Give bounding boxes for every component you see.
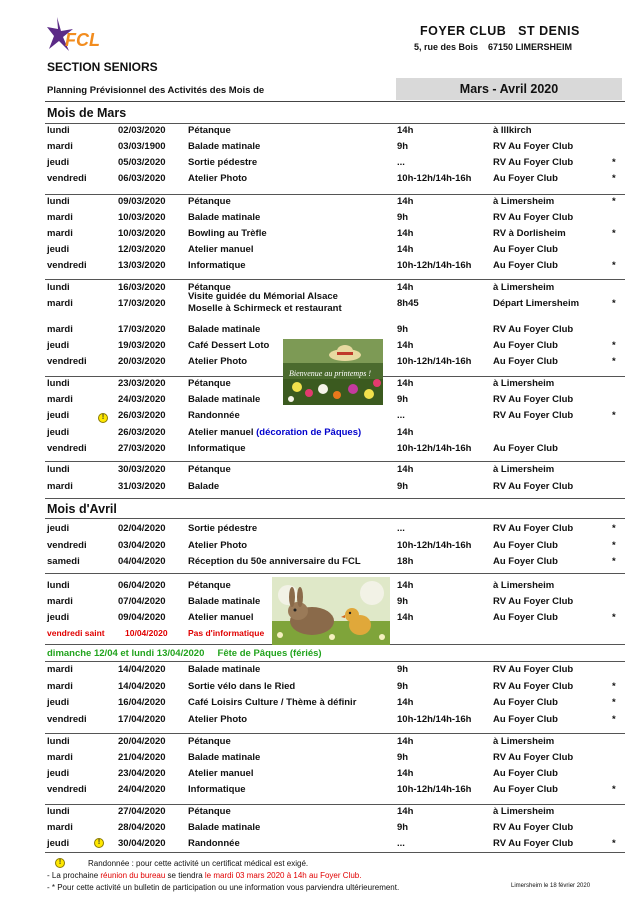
time-cell: 9h	[397, 664, 409, 675]
day-cell: samedi	[47, 556, 80, 567]
participation-mark: *	[612, 540, 616, 551]
date-cell: 03/04/2020	[118, 540, 166, 551]
table-row	[0, 157, 640, 173]
place-cell: Au Foyer Club	[493, 244, 558, 255]
participation-mark: *	[612, 410, 616, 421]
day-cell: jeudi	[47, 697, 70, 708]
activity-cell: Informatique	[188, 784, 246, 795]
activity-cell: Sortie vélo dans le Ried	[188, 681, 296, 692]
table-row	[0, 714, 640, 730]
date-cell: 16/04/2020	[118, 697, 166, 708]
date-cell: 06/04/2020	[118, 580, 166, 591]
section-title: SECTION SENIORS	[47, 60, 158, 74]
date-cell: 26/03/2020	[118, 410, 166, 421]
activity-cell: Atelier manuel	[188, 244, 254, 255]
place-cell: RV Au Foyer Club	[493, 822, 574, 833]
place-cell: RV Au Foyer Club	[493, 394, 574, 405]
time-cell: 9h	[397, 596, 409, 607]
participation-mark: *	[612, 173, 616, 184]
activity-line: Moselle à Schirmeck et restaurant	[188, 303, 342, 314]
time-cell: 14h	[397, 768, 414, 779]
participation-mark: *	[612, 681, 616, 692]
activity-cell: Balade	[188, 481, 220, 492]
time-cell: 14h	[397, 340, 414, 351]
activity-cell: Pas d'informatique	[188, 628, 265, 638]
table-row	[0, 540, 640, 556]
place-cell: Au Foyer Club	[493, 556, 558, 567]
activity-cell: Balade matinale	[188, 664, 261, 675]
date-cell: 03/03/1900	[118, 141, 166, 152]
activity-cell: Pétanque	[188, 196, 231, 207]
divider	[45, 852, 625, 853]
place-cell: Au Foyer Club	[493, 443, 558, 454]
time-cell: ...	[397, 838, 405, 849]
date-cell: 02/03/2020	[118, 125, 166, 136]
activity-cell: Balade matinale	[188, 141, 261, 152]
date-cell: 14/04/2020	[118, 664, 166, 675]
time-cell: 10h-12h/14h-16h	[397, 173, 472, 184]
time-cell: ...	[397, 523, 405, 534]
table-row	[0, 806, 640, 822]
date-cell: 20/04/2020	[118, 736, 166, 747]
table-row	[0, 481, 640, 497]
day-cell: lundi	[47, 806, 70, 817]
activity-detail: (décoration de Pâques)	[256, 427, 362, 438]
time-cell: 14h	[397, 580, 414, 591]
day-cell: mardi	[47, 481, 73, 492]
day-cell: mardi	[47, 752, 73, 763]
place-cell: RV Au Foyer Club	[493, 324, 574, 335]
participation-mark: *	[612, 612, 616, 623]
date-cell: 30/04/2020	[118, 838, 166, 849]
activity-cell: Bowling au Trèfle	[188, 228, 267, 239]
time-cell: 10h-12h/14h-16h	[397, 356, 472, 367]
activity-cell: Atelier Photo	[188, 356, 248, 367]
day-cell: jeudi	[47, 523, 70, 534]
place-cell: RV Au Foyer Club	[493, 523, 574, 534]
activity-cell: Informatique	[188, 260, 246, 271]
day-cell: mardi	[47, 596, 73, 607]
time-cell: 14h	[397, 125, 414, 136]
activity-cell: Pétanque	[188, 464, 231, 475]
activity-cell: Informatique	[188, 443, 246, 454]
day-cell: mardi	[47, 664, 73, 675]
place-cell: à Limersheim	[493, 196, 555, 207]
footer-note-medical: Randonnée : pour cette activité un certificat médical est exigé.	[88, 859, 309, 868]
time-cell: 9h	[397, 212, 409, 223]
place-cell: RV Au Foyer Club	[493, 157, 574, 168]
place-cell: Au Foyer Club	[493, 714, 558, 725]
month-heading-april: Mois d'Avril	[47, 502, 117, 516]
time-cell: 9h	[397, 481, 409, 492]
day-cell: mardi	[47, 324, 73, 335]
date-cell: 23/03/2020	[118, 378, 166, 389]
activity-cell: Balade matinale	[188, 822, 261, 833]
day-cell: jeudi	[47, 427, 70, 438]
fcl-logo	[47, 15, 117, 55]
footer-note-registration: - * Pour cette activité un bulletin de participation ou une information vous parviendra ultérieurement.	[47, 883, 400, 892]
table-row	[0, 291, 640, 314]
table-row	[0, 410, 640, 426]
place-cell: RV Au Foyer Club	[493, 212, 574, 223]
place-cell: Au Foyer Club	[493, 356, 558, 367]
table-row	[0, 464, 640, 480]
table-row	[0, 141, 640, 157]
time-cell: 9h	[397, 822, 409, 833]
day-cell: vendredi	[47, 540, 87, 551]
divider	[45, 279, 625, 280]
table-row	[0, 125, 640, 141]
table-row	[0, 427, 640, 443]
time-cell: 14h	[397, 806, 414, 817]
time-cell: 10h-12h/14h-16h	[397, 540, 472, 551]
activity-cell	[188, 291, 342, 315]
participation-mark: *	[612, 356, 616, 367]
time-cell: 14h	[397, 736, 414, 747]
activity-cell: Pétanque	[188, 736, 231, 747]
date-cell: 10/03/2020	[118, 212, 166, 223]
date-cell: 17/04/2020	[118, 714, 166, 725]
activity-cell: Atelier Photo	[188, 714, 248, 725]
activity-cell: Café Dessert Loto	[188, 340, 270, 351]
participation-mark: *	[612, 714, 616, 725]
date-cell: 07/04/2020	[118, 596, 166, 607]
place-cell: RV Au Foyer Club	[493, 596, 574, 607]
date-cell: 04/04/2020	[118, 556, 166, 567]
activity-cell: Balade matinale	[188, 596, 261, 607]
participation-mark: *	[612, 697, 616, 708]
activity-cell: Atelier Photo	[188, 540, 248, 551]
footer-note-meeting	[47, 871, 361, 880]
month-heading-march: Mois de Mars	[47, 106, 127, 120]
warning-icon: !	[98, 413, 108, 423]
day-cell: jeudi	[47, 244, 70, 255]
table-row	[0, 768, 640, 784]
table-row	[0, 736, 640, 752]
organization-address: 5, rue des Bois 67150 LIMERSHEIM	[414, 42, 573, 52]
logo-text: FCL	[65, 30, 100, 50]
footer-text: - La prochaine	[47, 871, 101, 880]
day-cell: mardi	[47, 681, 73, 692]
date-cell: 23/04/2020	[118, 768, 166, 779]
place-cell: Départ Limersheim	[493, 298, 580, 309]
day-cell: vendredi	[47, 443, 87, 454]
place-cell: RV Au Foyer Club	[493, 664, 574, 675]
easter-bunny-image	[272, 577, 390, 645]
period-box: Mars - Avril 2020	[396, 78, 622, 100]
activity-cell: Sortie pédestre	[188, 523, 258, 534]
day-cell: mardi	[47, 228, 73, 239]
footer-text-red: réunion du bureau	[100, 871, 166, 880]
time-cell: 10h-12h/14h-16h	[397, 443, 472, 454]
table-row	[0, 173, 640, 189]
activity-text: Atelier manuel	[188, 427, 254, 438]
day-cell: mardi	[47, 298, 73, 309]
table-row	[0, 443, 640, 459]
date-cell: 13/03/2020	[118, 260, 166, 271]
place-cell: Au Foyer Club	[493, 260, 558, 271]
place-cell: Au Foyer Club	[493, 540, 558, 551]
day-cell: jeudi	[47, 340, 70, 351]
date-cell: 26/03/2020	[118, 427, 166, 438]
participation-mark: *	[612, 157, 616, 168]
time-cell: ...	[397, 410, 405, 421]
divider	[45, 733, 625, 734]
time-cell: 9h	[397, 394, 409, 405]
time-cell: 14h	[397, 244, 414, 255]
time-cell: ...	[397, 157, 405, 168]
date-cell: 02/04/2020	[118, 523, 166, 534]
day-cell: jeudi	[47, 157, 70, 168]
place-cell: Au Foyer Club	[493, 173, 558, 184]
day-cell: lundi	[47, 464, 70, 475]
divider	[45, 573, 625, 574]
time-cell: 10h-12h/14h-16h	[397, 714, 472, 725]
place-cell: RV Au Foyer Club	[493, 410, 574, 421]
day-cell: mardi	[47, 212, 73, 223]
date-cell: 12/03/2020	[118, 244, 166, 255]
day-cell: jeudi	[47, 410, 70, 421]
divider	[45, 661, 625, 662]
date-cell: 31/03/2020	[118, 481, 166, 492]
time-cell: 14h	[397, 427, 414, 438]
spring-flowers-image	[283, 339, 383, 405]
activity-cell: Réception du 50e anniversaire du FCL	[188, 556, 361, 567]
place-cell: RV à Dorlisheim	[493, 228, 566, 239]
time-cell: 10h-12h/14h-16h	[397, 784, 472, 795]
day-cell: vendredi	[47, 356, 87, 367]
activity-cell: Pétanque	[188, 580, 231, 591]
divider	[45, 461, 625, 462]
warning-icon: !	[94, 838, 104, 848]
table-row	[0, 822, 640, 838]
table-row	[0, 664, 640, 680]
divider	[45, 194, 625, 195]
image-caption: Bienvenue au printemps !	[289, 369, 371, 378]
place-cell: RV Au Foyer Club	[493, 752, 574, 763]
place-cell: à Limersheim	[493, 464, 555, 475]
time-cell: 9h	[397, 324, 409, 335]
participation-mark: *	[612, 196, 616, 207]
place-cell: Au Foyer Club	[493, 768, 558, 779]
day-cell: vendredi	[47, 784, 87, 795]
activity-cell: Randonnée	[188, 838, 240, 849]
time-cell: 18h	[397, 556, 414, 567]
place-cell: Au Foyer Club	[493, 612, 558, 623]
date-cell: 05/03/2020	[118, 157, 166, 168]
divider	[45, 518, 625, 519]
activity-cell	[188, 427, 361, 438]
day-cell: jeudi	[47, 612, 70, 623]
place-cell: RV Au Foyer Club	[493, 481, 574, 492]
day-cell: lundi	[47, 196, 70, 207]
participation-mark: *	[612, 340, 616, 351]
place-cell: à Limersheim	[493, 580, 555, 591]
day-cell: vendredi saint	[47, 628, 105, 638]
participation-mark: *	[612, 260, 616, 271]
time-cell: 14h	[397, 282, 414, 293]
table-row	[0, 784, 640, 800]
activity-cell: Pétanque	[188, 806, 231, 817]
time-cell: 9h	[397, 141, 409, 152]
activity-cell: Balade matinale	[188, 212, 261, 223]
time-cell: 14h	[397, 378, 414, 389]
participation-mark: *	[612, 228, 616, 239]
time-cell: 10h-12h/14h-16h	[397, 260, 472, 271]
day-cell: mardi	[47, 822, 73, 833]
day-cell: lundi	[47, 125, 70, 136]
activity-cell: Sortie pédestre	[188, 157, 258, 168]
place-cell: à Limersheim	[493, 736, 555, 747]
participation-mark: *	[612, 556, 616, 567]
day-cell: lundi	[47, 282, 70, 293]
date-cell: 10/04/2020	[125, 628, 168, 638]
date-cell: 27/04/2020	[118, 806, 166, 817]
signed-date: Limersheim le 18 février 2020	[511, 883, 591, 889]
date-cell: 16/03/2020	[118, 282, 166, 293]
day-cell: vendredi	[47, 260, 87, 271]
time-cell: 14h	[397, 196, 414, 207]
footer-text: se tiendra	[165, 871, 205, 880]
table-row	[0, 556, 640, 572]
divider	[45, 101, 625, 102]
place-cell: Au Foyer Club	[493, 784, 558, 795]
activity-cell: Balade matinale	[188, 752, 261, 763]
place-cell: RV Au Foyer Club	[493, 838, 574, 849]
table-row	[0, 244, 640, 260]
date-cell: 19/03/2020	[118, 340, 166, 351]
place-cell: Au Foyer Club	[493, 340, 558, 351]
day-cell: mardi	[47, 141, 73, 152]
planning-label: Planning Prévisionnel des Activités des Mois de	[47, 85, 265, 96]
date-cell: 14/04/2020	[118, 681, 166, 692]
time-cell: 14h	[397, 464, 414, 475]
table-row	[0, 697, 640, 713]
activity-cell: Pétanque	[188, 282, 231, 293]
date-cell: 06/03/2020	[118, 173, 166, 184]
date-cell: 24/03/2020	[118, 394, 166, 405]
time-cell: 8h45	[397, 298, 419, 309]
activity-cell: Atelier Photo	[188, 173, 248, 184]
day-cell: jeudi	[47, 838, 70, 849]
participation-mark: *	[612, 784, 616, 795]
table-row	[0, 228, 640, 244]
footer-text-red: le mardi 03 mars 2020 à 14h au Foyer Club.	[204, 871, 362, 880]
activity-cell: Pétanque	[188, 378, 231, 389]
activity-cell: Pétanque	[188, 125, 231, 136]
participation-mark: *	[612, 838, 616, 849]
day-cell: jeudi	[47, 768, 70, 779]
time-cell: 14h	[397, 697, 414, 708]
place-cell: RV Au Foyer Club	[493, 141, 574, 152]
warning-icon: !	[55, 858, 65, 868]
table-row	[0, 260, 640, 276]
place-cell: Au Foyer Club	[493, 697, 558, 708]
table-row	[0, 324, 640, 340]
time-cell: 14h	[397, 228, 414, 239]
date-cell: 27/03/2020	[118, 443, 166, 454]
place-cell: à Limersheim	[493, 282, 555, 293]
day-cell: lundi	[47, 378, 70, 389]
day-cell: mardi	[47, 394, 73, 405]
activity-line: Visite guidée du Mémorial Alsace	[188, 291, 338, 302]
place-cell: RV Au Foyer Club	[493, 681, 574, 692]
divider	[45, 804, 625, 805]
time-cell: 9h	[397, 681, 409, 692]
place-cell: à Limersheim	[493, 806, 555, 817]
date-cell: 30/03/2020	[118, 464, 166, 475]
table-row	[0, 681, 640, 697]
activity-cell: Balade matinale	[188, 324, 261, 335]
place-cell: à Limersheim	[493, 378, 555, 389]
day-cell: vendredi	[47, 714, 87, 725]
day-cell: lundi	[47, 736, 70, 747]
time-cell: 9h	[397, 752, 409, 763]
participation-mark: *	[612, 523, 616, 534]
date-cell: 17/03/2020	[118, 298, 166, 309]
divider	[45, 123, 625, 124]
activity-cell: Atelier manuel	[188, 768, 254, 779]
activity-cell: Atelier manuel	[188, 612, 254, 623]
table-row	[0, 752, 640, 768]
holiday-note: dimanche 12/04 et lundi 13/04/2020 Fête de Pâques (fériés)	[47, 648, 322, 659]
time-cell: 14h	[397, 612, 414, 623]
participation-mark: *	[612, 298, 616, 309]
activity-cell: Café Loisirs Culture / Thème à définir	[188, 697, 357, 708]
date-cell: 17/03/2020	[118, 324, 166, 335]
place-cell: à Illkirch	[493, 125, 532, 136]
activity-cell: Randonnée	[188, 410, 240, 421]
divider	[45, 498, 625, 499]
activity-cell: Balade matinale	[188, 394, 261, 405]
table-row	[0, 212, 640, 228]
day-cell: lundi	[47, 580, 70, 591]
organization-name: FOYER CLUB ST DENIS	[420, 24, 580, 38]
date-cell: 28/04/2020	[118, 822, 166, 833]
day-cell: vendredi	[47, 173, 87, 184]
date-cell: 10/03/2020	[118, 228, 166, 239]
table-row	[0, 523, 640, 539]
date-cell: 24/04/2020	[118, 784, 166, 795]
date-cell: 21/04/2020	[118, 752, 166, 763]
date-cell: 09/03/2020	[118, 196, 166, 207]
date-cell: 09/04/2020	[118, 612, 166, 623]
date-cell: 20/03/2020	[118, 356, 166, 367]
table-row	[0, 196, 640, 212]
